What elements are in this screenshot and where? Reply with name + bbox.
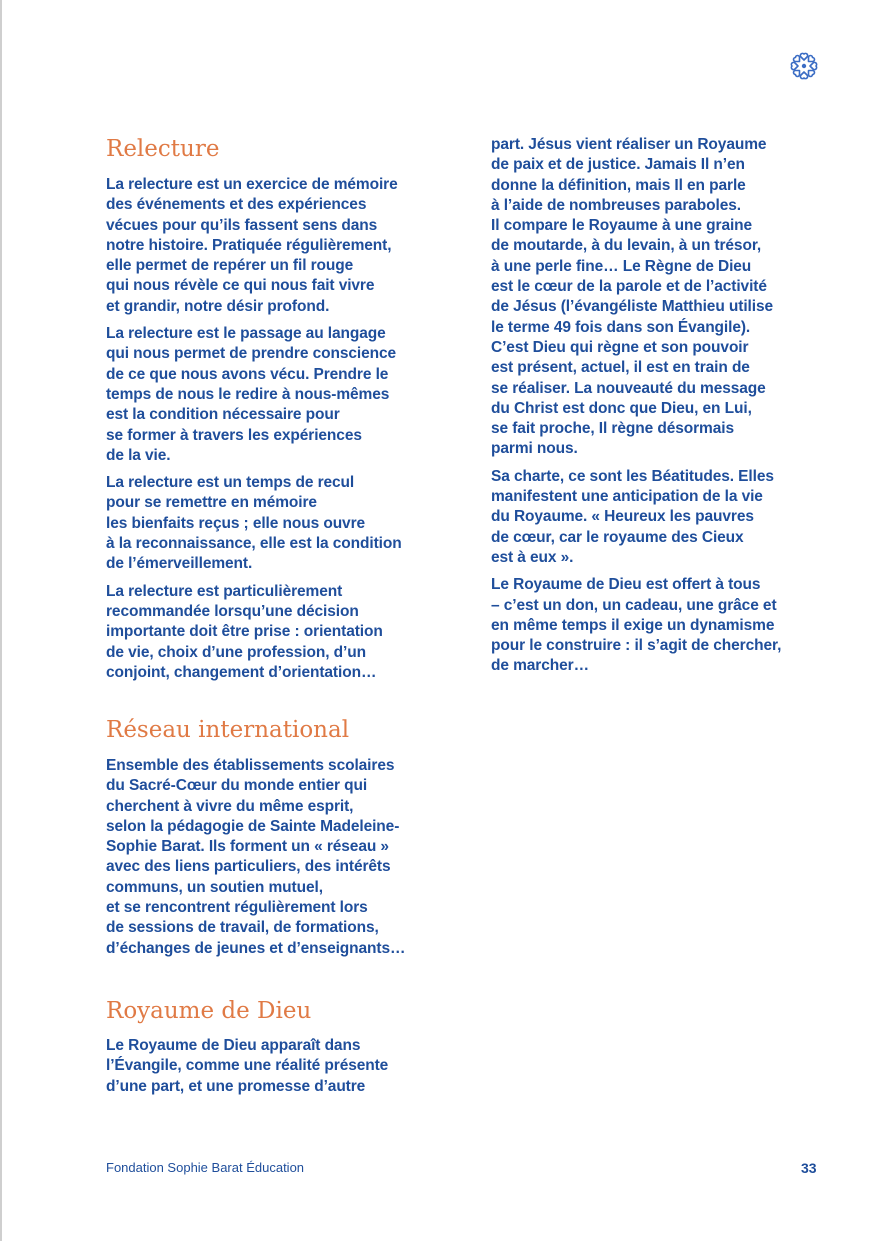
- text-line: à la reconnaissance, elle est la condition: [106, 535, 402, 553]
- text-line: les bienfaits reçus ; elle nous ouvre: [106, 514, 366, 532]
- text-line: part. Jésus vient réaliser un Royaume: [491, 136, 767, 153]
- text-line: d’une part, et une promesse d’autre: [106, 1077, 366, 1095]
- text-line: de cœur, car le royaume des Cieux: [491, 528, 744, 546]
- text-line: recommandée lorsqu’une décision: [106, 602, 359, 620]
- text-line: La relecture est particulièrement: [106, 582, 343, 600]
- text-line: vécues pour qu’ils fassent sens dans: [106, 216, 378, 234]
- paragraph: [491, 467, 781, 568]
- text-line: La relecture est un exercice de mémoire: [106, 176, 398, 193]
- text-line: de ce que nous avons vécu. Prendre le: [106, 365, 389, 383]
- text-line: est le cœur de la parole et de l’activité: [491, 278, 767, 296]
- paragraph: [106, 756, 405, 959]
- text-line: et grandir, notre désir profond.: [106, 297, 330, 315]
- section-title-relecture: Relecture: [106, 136, 220, 162]
- text-line: importante doit être prise : orientation: [106, 623, 383, 641]
- text-line: de sessions de travail, de formations,: [106, 919, 379, 937]
- text-line: La relecture est le passage au langage: [106, 325, 386, 343]
- text-line: Sa charte, ce sont les Béatitudes. Elles: [491, 467, 774, 485]
- text-line: se former à travers les expériences: [106, 426, 362, 444]
- text-line: de paix et de justice. Jamais Il n’en: [491, 156, 745, 174]
- text-line: des événements et des expériences: [106, 196, 367, 214]
- text-line: est la condition nécessaire pour: [106, 406, 340, 424]
- section-title-reseau-international: Réseau international: [106, 717, 350, 743]
- text-line: est à eux ».: [491, 548, 574, 566]
- text-line: et se rencontrent régulièrement lors: [106, 899, 368, 917]
- paragraph: [106, 1036, 388, 1097]
- text-line: de marcher…: [491, 657, 589, 675]
- paragraph: [106, 324, 402, 466]
- text-line: se réaliser. La nouveauté du message: [491, 379, 766, 397]
- text-line: de l’émerveillement.: [106, 555, 253, 573]
- text-line: en même temps il exige un dynamisme: [491, 616, 775, 634]
- text-line: d’échanges de jeunes et d’enseignants…: [106, 939, 406, 957]
- text-line: se fait proche, Il règne désormais: [491, 420, 734, 438]
- text-line: parmi nous.: [491, 440, 578, 458]
- text-line: communs, un soutien mutuel,: [106, 878, 323, 896]
- text-line: pour le construire : il s’agit de chercher,: [491, 637, 782, 655]
- text-line: conjoint, changement d’orientation…: [106, 663, 377, 681]
- text-line: La relecture est un temps de recul: [106, 474, 355, 492]
- page-number: 33: [801, 1160, 817, 1176]
- paragraph: [491, 575, 781, 676]
- paragraph: [491, 135, 781, 460]
- paragraph: [106, 473, 402, 574]
- text-line: selon la pédagogie de Sainte Madeleine-: [106, 817, 400, 835]
- text-line: – c’est un don, un cadeau, une grâce et: [491, 596, 777, 614]
- text-line: pour se remettre en mémoire: [106, 494, 317, 512]
- page-edge: [0, 0, 2, 1241]
- section-body-royaume-de-dieu-continued: [491, 135, 781, 684]
- text-line: le terme 49 fois dans son Évangile).: [491, 318, 751, 336]
- section-body-royaume-de-dieu-start: [106, 1036, 388, 1104]
- paragraph: [106, 175, 402, 317]
- text-line: Il compare le Royaume à une graine: [491, 217, 753, 235]
- text-line: Sophie Barat. Ils forment un « réseau »: [106, 838, 389, 856]
- text-line: à une perle fine… Le Règne de Dieu: [491, 257, 752, 275]
- text-line: du Sacré-Cœur du monde entier qui: [106, 777, 368, 795]
- text-line: de moutarde, à du levain, à un trésor,: [491, 237, 762, 255]
- text-line: Le Royaume de Dieu apparaît dans: [106, 1037, 361, 1054]
- text-line: donne la définition, mais Il en parle: [491, 176, 746, 194]
- text-line: de Jésus (l’évangéliste Matthieu utilise: [491, 298, 773, 316]
- text-line: est présent, actuel, il est en train de: [491, 359, 750, 377]
- text-line: qui nous révèle ce qui nous fait vivre: [106, 277, 375, 295]
- text-line: qui nous permet de prendre conscience: [106, 345, 397, 363]
- text-line: manifestent une anticipation de la vie: [491, 488, 763, 506]
- text-line: à l’aide de nombreuses paraboles.: [491, 196, 741, 214]
- text-line: de vie, choix d’une profession, d’un: [106, 643, 366, 661]
- hearts-rosette-icon: [784, 46, 824, 86]
- section-title-royaume-de-dieu: Royaume de Dieu: [106, 998, 312, 1024]
- section-body-relecture: [106, 175, 402, 690]
- footer-organization: Fondation Sophie Barat Éducation: [106, 1160, 305, 1175]
- text-line: avec des liens particuliers, des intérêts: [106, 858, 391, 876]
- text-line: elle permet de repérer un fil rouge: [106, 257, 354, 275]
- text-line: temps de nous le redire à nous-mêmes: [106, 385, 390, 403]
- text-line: cherchent à vivre du même esprit,: [106, 797, 354, 815]
- text-line: notre histoire. Pratiquée régulièrement,: [106, 236, 392, 254]
- text-line: du Christ est donc que Dieu, en Lui,: [491, 399, 752, 417]
- text-line: de la vie.: [106, 446, 171, 464]
- text-line: l’Évangile, comme une réalité présente: [106, 1057, 389, 1075]
- text-line: C’est Dieu qui règne et son pouvoir: [491, 338, 749, 356]
- text-line: Le Royaume de Dieu est offert à tous: [491, 576, 761, 594]
- text-line: du Royaume. « Heureux les pauvres: [491, 508, 754, 526]
- paragraph: [106, 582, 402, 683]
- section-body-reseau-international: [106, 756, 405, 966]
- text-line: Ensemble des établissements scolaires: [106, 757, 395, 774]
